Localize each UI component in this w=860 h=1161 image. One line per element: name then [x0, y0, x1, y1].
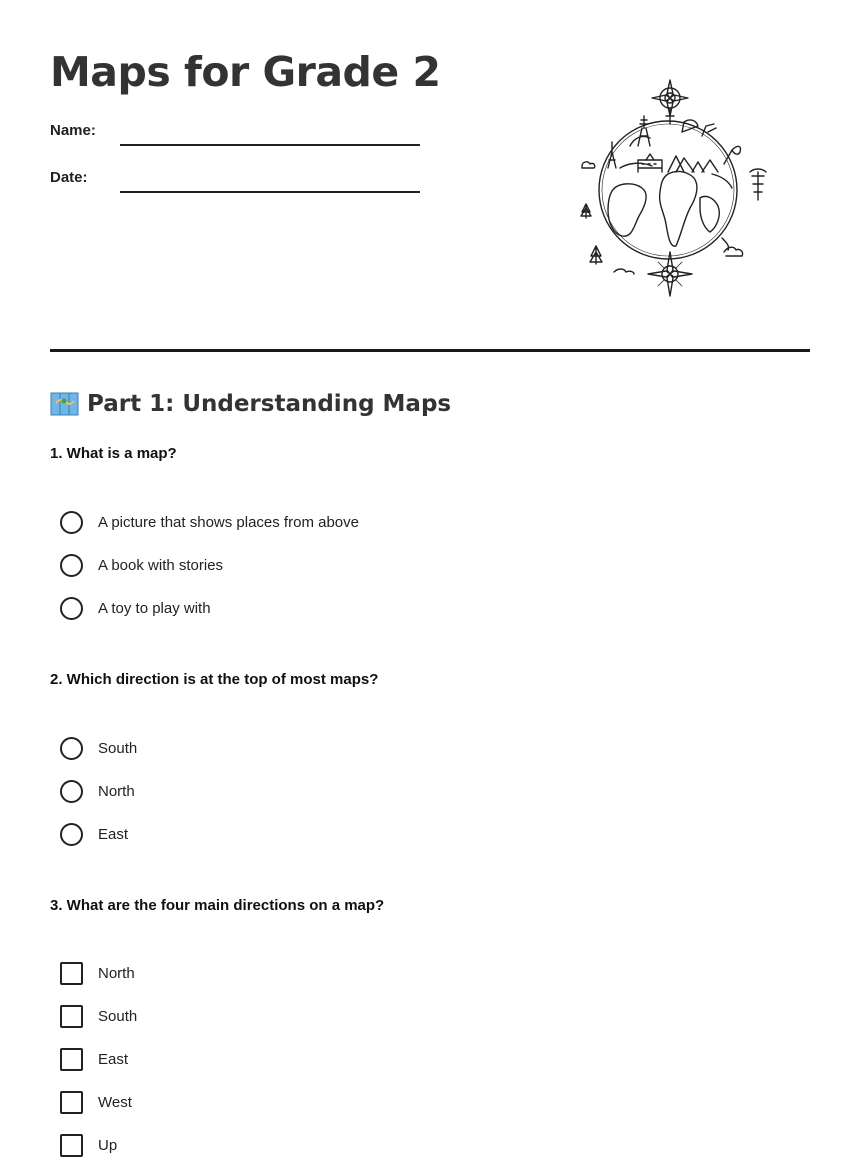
- option-label: Up: [98, 1136, 118, 1154]
- option-label: A picture that shows places from above: [98, 513, 359, 531]
- radio-button[interactable]: [60, 554, 83, 577]
- option-label: A toy to play with: [98, 599, 211, 617]
- checkbox[interactable]: [60, 1134, 83, 1157]
- question-2: 2. Which direction is at the top of most maps?: [50, 671, 379, 688]
- q2-option-2[interactable]: [60, 778, 135, 804]
- q1-option-2[interactable]: [60, 552, 223, 578]
- option-label: A book with stories: [98, 556, 224, 574]
- header-divider: [50, 349, 810, 352]
- q3-option-4[interactable]: [60, 1089, 132, 1115]
- radio-button[interactable]: [60, 511, 83, 534]
- date-label: Date:: [50, 169, 88, 186]
- question-1: 1. What is a map?: [50, 445, 177, 462]
- q3-option-3[interactable]: [60, 1046, 128, 1072]
- option-label: South: [98, 739, 138, 757]
- option-label: South: [98, 1007, 138, 1025]
- option-label: West: [98, 1093, 132, 1111]
- radio-button[interactable]: [60, 780, 83, 803]
- name-field[interactable]: [50, 116, 420, 146]
- option-label: North: [98, 782, 135, 800]
- q1-option-1[interactable]: [60, 509, 359, 535]
- q3-option-5[interactable]: [60, 1132, 117, 1158]
- q3-option-2[interactable]: [60, 1003, 137, 1029]
- option-label: North: [98, 964, 135, 982]
- map-icon: [50, 391, 79, 417]
- section-heading: [50, 388, 451, 420]
- checkbox[interactable]: [60, 1005, 83, 1028]
- name-line[interactable]: [120, 144, 420, 146]
- q1-option-3[interactable]: [60, 595, 211, 621]
- checkbox[interactable]: [60, 962, 83, 985]
- date-field[interactable]: [50, 163, 420, 193]
- date-line[interactable]: [120, 191, 420, 193]
- section-title: Part 1: Understanding Maps: [87, 391, 452, 417]
- name-label: Name:: [50, 122, 96, 139]
- question-3: 3. What are the four main directions on a map?: [50, 897, 385, 914]
- checkbox[interactable]: [60, 1048, 83, 1071]
- radio-button[interactable]: [60, 597, 83, 620]
- q2-option-1[interactable]: [60, 735, 137, 761]
- page-title: Maps for Grade 2: [50, 48, 441, 96]
- q2-option-3[interactable]: [60, 821, 128, 847]
- radio-button[interactable]: [60, 823, 83, 846]
- radio-button[interactable]: [60, 737, 83, 760]
- globe-illustration: [572, 76, 776, 302]
- option-label: East: [98, 1050, 129, 1068]
- option-label: East: [98, 825, 129, 843]
- checkbox[interactable]: [60, 1091, 83, 1114]
- q3-option-1[interactable]: [60, 960, 135, 986]
